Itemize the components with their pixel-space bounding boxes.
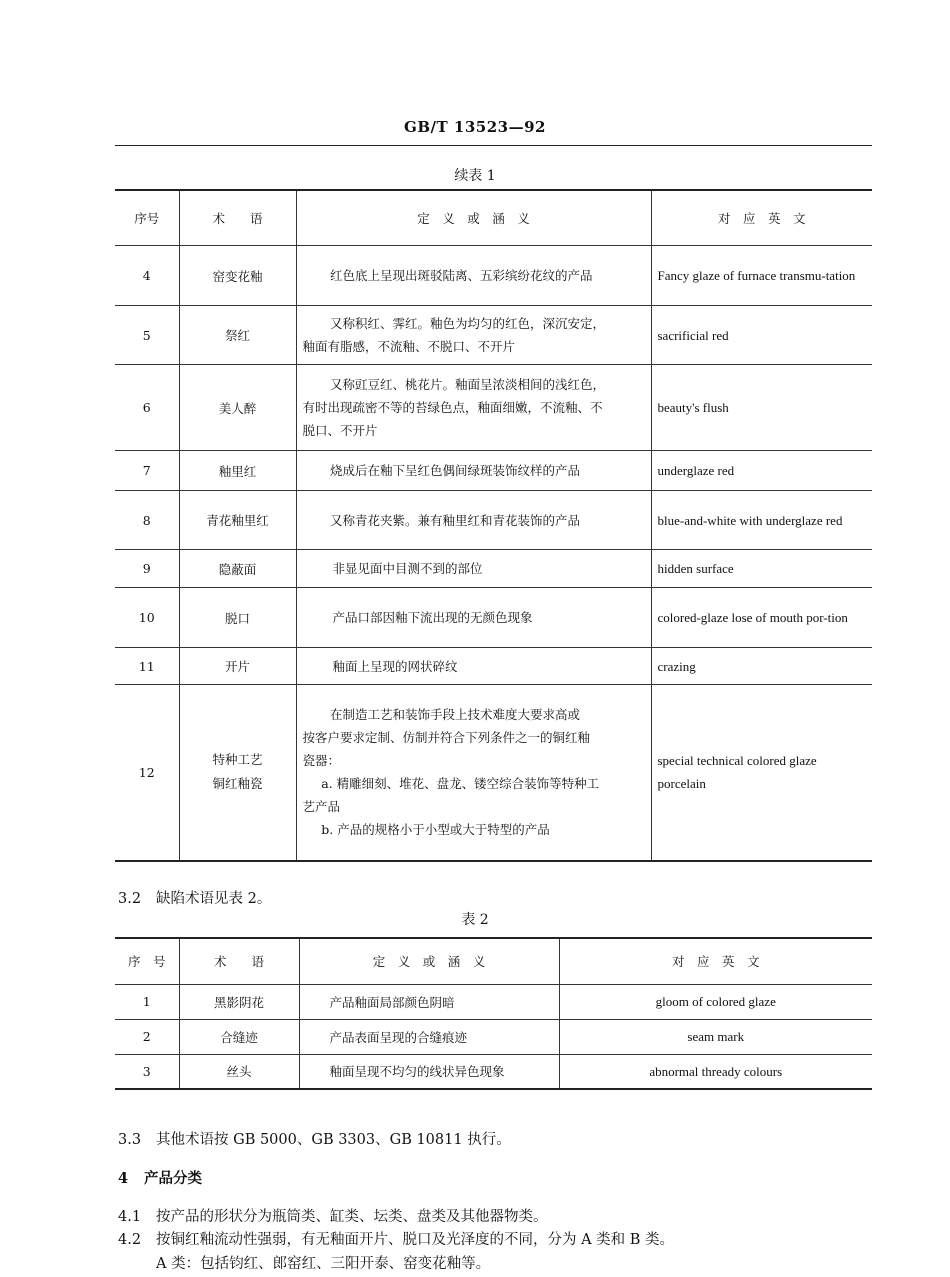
- row-term: 青花釉里红: [179, 491, 296, 550]
- row-no: 2: [115, 1019, 179, 1054]
- row-term: 祭红: [179, 306, 296, 365]
- table2-caption: 表 2: [461, 912, 489, 928]
- table-row: [115, 550, 872, 588]
- defect-terms-table: [115, 937, 872, 1090]
- section-3-2: 3.2 缺陷术语见表 2。: [118, 891, 272, 907]
- row-definition: 产品釉面局部颜色阴暗: [299, 984, 559, 1019]
- row-english: gloom of colored glaze: [559, 984, 872, 1019]
- row-definition: 又称积红、霁红。釉色为均匀的红色，深沉安定， 釉面有脂感，不流釉、不脱口、不开片: [296, 306, 651, 365]
- row-term: 窑变花釉: [179, 246, 296, 306]
- row-no: 8: [115, 491, 179, 550]
- row-definition: 非显见面中目测不到的部位: [296, 550, 651, 588]
- row-english: colored-glaze lose of mouth por-tion: [651, 588, 872, 648]
- col-header-no: 序号: [115, 190, 179, 246]
- table1-caption: 续表 1: [454, 168, 496, 184]
- row-definition: 产品口部因釉下流出现的无颜色现象: [296, 588, 651, 648]
- row-no: 1: [115, 984, 179, 1019]
- table-row: [115, 246, 872, 306]
- row-english: crazing: [651, 648, 872, 685]
- row-term: 开片: [179, 648, 296, 685]
- row-term: 美人醉: [179, 365, 296, 451]
- section-4-heading: 4 产品分类: [118, 1170, 202, 1187]
- row-definition: 又称青花夹紫。兼有釉里红和青花装饰的产品: [296, 491, 651, 550]
- row-no: 11: [115, 648, 179, 685]
- row-term: 特种工艺 铜红釉瓷: [179, 685, 296, 861]
- row-english: abnormal thready colours: [559, 1054, 872, 1089]
- row-no: 4: [115, 246, 179, 306]
- table-row: [115, 365, 872, 451]
- row-term: 脱口: [179, 588, 296, 648]
- row-no: 5: [115, 306, 179, 365]
- row-definition: 又称豇豆红、桃花片。釉面呈浓淡相间的浅红色， 有时出现疏密不等的苔绿色点，釉面细嫩，不流釉、不 脱口、不开片: [296, 365, 651, 451]
- terms-table-continued: [115, 189, 872, 862]
- class-a-text: A 类：包括钧红、郎窑红、三阳开泰、窑变花釉等。: [156, 1256, 491, 1272]
- row-english: Fancy glaze of furnace transmu-tation: [651, 246, 872, 306]
- row-term: 合缝迹: [179, 1019, 299, 1054]
- col-header-english: 对 应 英 文: [559, 938, 872, 984]
- col-header-definition: 定 义 或 涵 义: [299, 938, 559, 984]
- row-english: blue-and-white with underglaze red: [651, 491, 872, 550]
- row-definition: 在制造工艺和装饰手段上技术难度大要求高或 按客户要求定制、仿制并符合下列条件之一的铜红釉 瓷器： a. 精雕细刻、堆花、盘龙、镂空综合装饰等特种工 艺产品 b. 产品的规格小于小型或大于特型的产品: [296, 685, 651, 861]
- row-english: underglaze red: [651, 451, 872, 491]
- table-row: [115, 984, 872, 1019]
- row-english: sacrificial red: [651, 306, 872, 365]
- table-row: [115, 306, 872, 365]
- col-header-definition: 定 义 或 涵 义: [296, 190, 651, 246]
- header-rule: [115, 145, 872, 146]
- table-row: [115, 1019, 872, 1054]
- row-definition: 釉面上呈现的网状碎纹: [296, 648, 651, 685]
- section-4-1: 4.1 按产品的形状分为瓶筒类、缸类、坛类、盘类及其他器物类。: [118, 1209, 548, 1225]
- table2-header-row: [115, 938, 872, 984]
- row-no: 9: [115, 550, 179, 588]
- row-term: 釉里红: [179, 451, 296, 491]
- table-row: [115, 685, 872, 861]
- col-header-term: 术 语: [179, 938, 299, 984]
- row-no: 10: [115, 588, 179, 648]
- row-english: hidden surface: [651, 550, 872, 588]
- row-definition: 产品表面呈现的合缝痕迹: [299, 1019, 559, 1054]
- col-header-no: 序 号: [115, 938, 179, 984]
- row-term: 丝头: [179, 1054, 299, 1089]
- section-3-3: 3.3 其他术语按 GB 5000、GB 3303、GB 10811 执行。: [118, 1132, 511, 1148]
- row-definition: 红色底上呈现出斑驳陆离、五彩缤纷花纹的产品: [296, 246, 651, 306]
- section-4-2: 4.2 按铜红釉流动性强弱，有无釉面开片、脱口及光泽度的不同，分为 A 类和 B 类。: [118, 1232, 675, 1248]
- table1-header-row: [115, 190, 872, 246]
- row-english: beauty's flush: [651, 365, 872, 451]
- table-row: [115, 648, 872, 685]
- table-row: [115, 491, 872, 550]
- table-row: [115, 451, 872, 491]
- page-header: GB/T 13523—92: [404, 118, 546, 136]
- row-definition: 釉面呈现不均匀的线状异色现象: [299, 1054, 559, 1089]
- row-no: 6: [115, 365, 179, 451]
- row-no: 3: [115, 1054, 179, 1089]
- row-english: seam mark: [559, 1019, 872, 1054]
- row-term: 隐蔽面: [179, 550, 296, 588]
- col-header-english: 对 应 英 文: [651, 190, 872, 246]
- row-no: 7: [115, 451, 179, 491]
- table-row: [115, 1054, 872, 1089]
- row-no: 12: [115, 685, 179, 861]
- col-header-term: 术 语: [179, 190, 296, 246]
- row-term: 黑影阴花: [179, 984, 299, 1019]
- row-english: special technical colored glaze porcelain: [651, 685, 872, 861]
- row-definition: 烧成后在釉下呈红色偶间绿斑装饰纹样的产品: [296, 451, 651, 491]
- table-row: [115, 588, 872, 648]
